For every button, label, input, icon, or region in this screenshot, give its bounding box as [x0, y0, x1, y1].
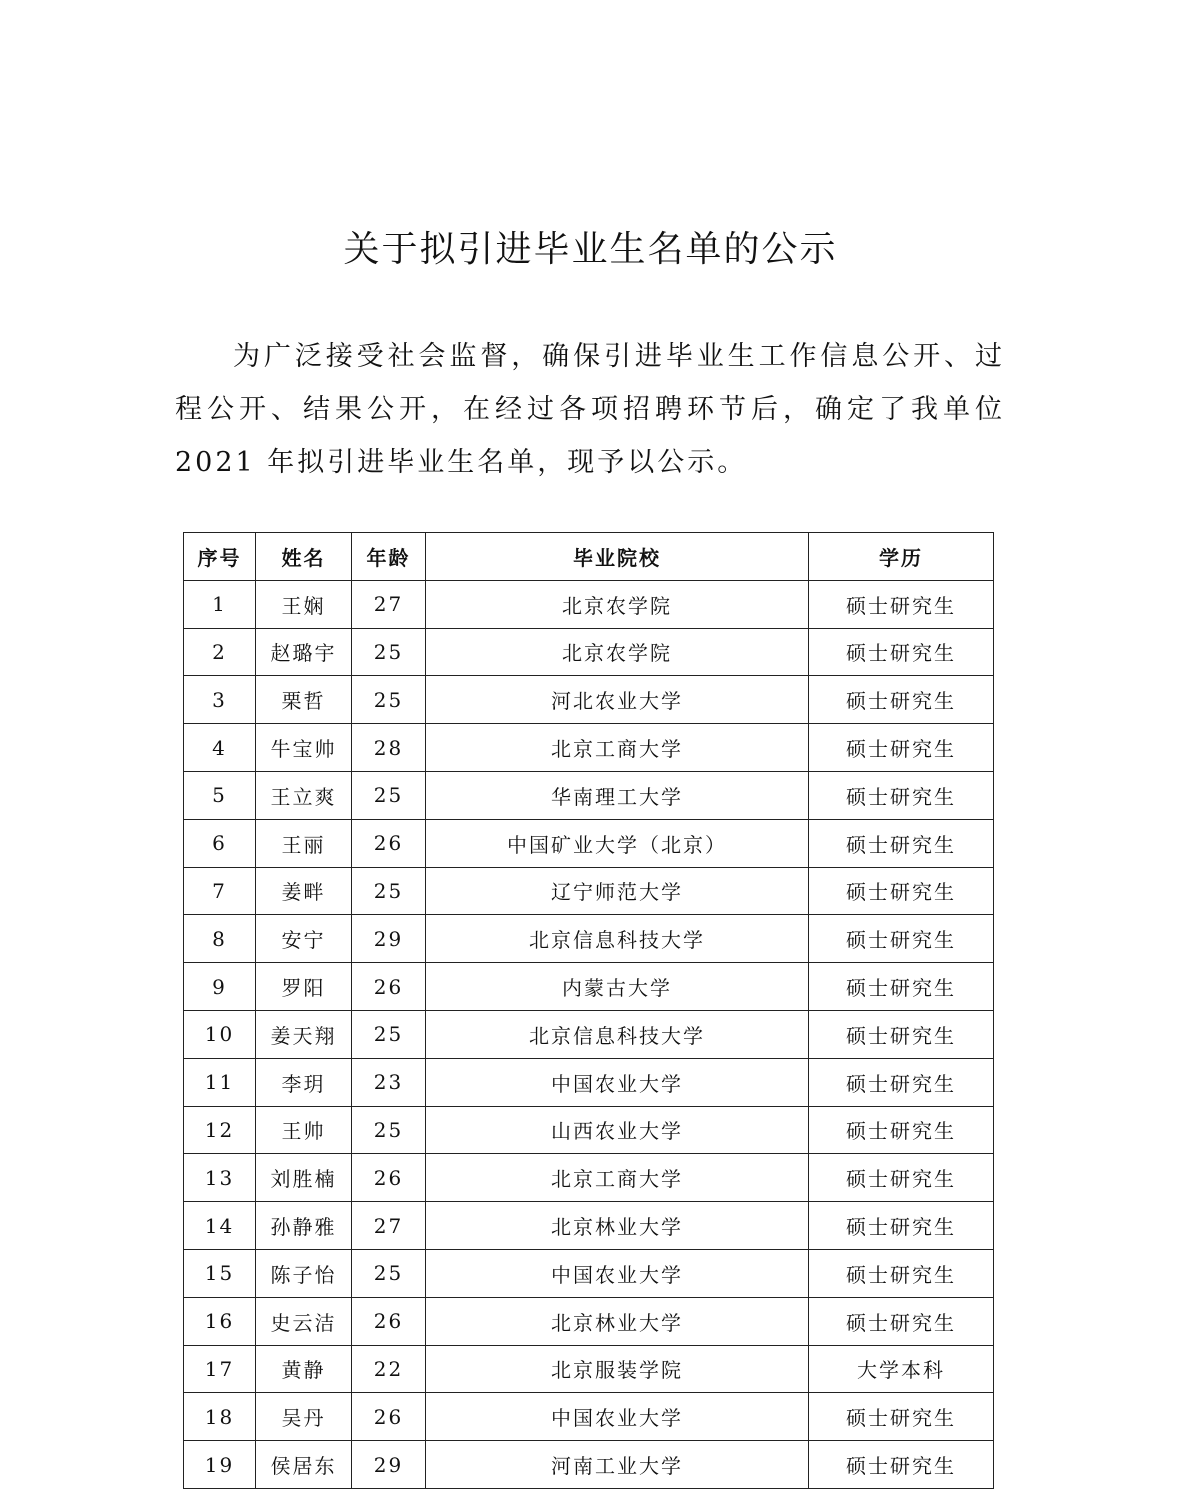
table-row	[184, 1297, 994, 1345]
school-cell: 河北农业大学	[426, 676, 809, 724]
degree-cell: 硕士研究生	[809, 1441, 994, 1489]
serial-cell: 9	[184, 963, 256, 1011]
name-cell: 侯居东	[256, 1441, 352, 1489]
school-cell: 北京农学院	[426, 628, 809, 676]
degree-cell: 硕士研究生	[809, 1297, 994, 1345]
age-cell: 26	[352, 963, 426, 1011]
name-cell: 王娴	[256, 580, 352, 628]
school-cell: 北京林业大学	[426, 1297, 809, 1345]
school-cell: 北京信息科技大学	[426, 1010, 809, 1058]
school-cell: 北京信息科技大学	[426, 915, 809, 963]
school-cell: 北京工商大学	[426, 724, 809, 772]
school-cell: 河南工业大学	[426, 1441, 809, 1489]
degree-cell: 硕士研究生	[809, 580, 994, 628]
table-row	[184, 915, 994, 963]
serial-cell: 6	[184, 819, 256, 867]
serial-cell: 10	[184, 1010, 256, 1058]
school-cell: 中国农业大学	[426, 1393, 809, 1441]
age-cell: 25	[352, 1106, 426, 1154]
school-cell: 内蒙古大学	[426, 963, 809, 1011]
serial-cell: 13	[184, 1154, 256, 1202]
table-row	[184, 819, 994, 867]
table-header-row	[184, 533, 994, 581]
serial-cell: 1	[184, 580, 256, 628]
table-row	[184, 1345, 994, 1393]
degree-cell: 硕士研究生	[809, 676, 994, 724]
serial-cell: 19	[184, 1441, 256, 1489]
header-serial: 序号	[184, 533, 256, 581]
table-row	[184, 1393, 994, 1441]
name-cell: 牛宝帅	[256, 724, 352, 772]
age-cell: 29	[352, 1441, 426, 1489]
table-row	[184, 580, 994, 628]
table-row	[184, 1058, 994, 1106]
table-row	[184, 963, 994, 1011]
degree-cell: 硕士研究生	[809, 819, 994, 867]
age-cell: 25	[352, 676, 426, 724]
table-row	[184, 1154, 994, 1202]
serial-cell: 2	[184, 628, 256, 676]
name-cell: 孙静雅	[256, 1202, 352, 1250]
name-cell: 栗哲	[256, 676, 352, 724]
serial-cell: 12	[184, 1106, 256, 1154]
age-cell: 25	[352, 628, 426, 676]
degree-cell: 硕士研究生	[809, 1058, 994, 1106]
table-body	[184, 580, 994, 1488]
serial-cell: 8	[184, 915, 256, 963]
name-cell: 安宁	[256, 915, 352, 963]
school-cell: 北京林业大学	[426, 1202, 809, 1250]
age-cell: 26	[352, 1154, 426, 1202]
serial-cell: 18	[184, 1393, 256, 1441]
name-cell: 史云洁	[256, 1297, 352, 1345]
degree-cell: 硕士研究生	[809, 1202, 994, 1250]
school-cell: 中国农业大学	[426, 1058, 809, 1106]
header-age: 年龄	[352, 533, 426, 581]
degree-cell: 硕士研究生	[809, 1010, 994, 1058]
age-cell: 26	[352, 1297, 426, 1345]
degree-cell: 硕士研究生	[809, 628, 994, 676]
age-cell: 27	[352, 1202, 426, 1250]
table-row	[184, 1441, 994, 1489]
school-cell: 北京农学院	[426, 580, 809, 628]
school-cell: 中国矿业大学（北京）	[426, 819, 809, 867]
serial-cell: 11	[184, 1058, 256, 1106]
graduate-table	[183, 532, 994, 1489]
serial-cell: 17	[184, 1345, 256, 1393]
header-name: 姓名	[256, 533, 352, 581]
name-cell: 王帅	[256, 1106, 352, 1154]
degree-cell: 硕士研究生	[809, 1249, 994, 1297]
degree-cell: 硕士研究生	[809, 724, 994, 772]
header-degree: 学历	[809, 533, 994, 581]
degree-cell: 硕士研究生	[809, 915, 994, 963]
age-cell: 27	[352, 580, 426, 628]
serial-cell: 15	[184, 1249, 256, 1297]
school-cell: 北京工商大学	[426, 1154, 809, 1202]
serial-cell: 4	[184, 724, 256, 772]
table-row	[184, 724, 994, 772]
age-cell: 25	[352, 771, 426, 819]
serial-cell: 3	[184, 676, 256, 724]
table-row	[184, 1010, 994, 1058]
age-cell: 28	[352, 724, 426, 772]
school-cell: 辽宁师范大学	[426, 867, 809, 915]
table-row	[184, 1106, 994, 1154]
table-row	[184, 628, 994, 676]
name-cell: 黄静	[256, 1345, 352, 1393]
name-cell: 吴丹	[256, 1393, 352, 1441]
name-cell: 王丽	[256, 819, 352, 867]
table-row	[184, 867, 994, 915]
header-school: 毕业院校	[426, 533, 809, 581]
age-cell: 25	[352, 1249, 426, 1297]
degree-cell: 硕士研究生	[809, 1154, 994, 1202]
table-row	[184, 771, 994, 819]
degree-cell: 大学本科	[809, 1345, 994, 1393]
intro-paragraph: 为广泛接受社会监督，确保引进毕业生工作信息公开、过程公开、结果公开，在经过各项招聘环节后，确定了我单位 2021 年拟引进毕业生名单，现予以公示。	[175, 341, 1005, 478]
age-cell: 25	[352, 1010, 426, 1058]
serial-cell: 14	[184, 1202, 256, 1250]
degree-cell: 硕士研究生	[809, 867, 994, 915]
school-cell: 中国农业大学	[426, 1249, 809, 1297]
name-cell: 王立爽	[256, 771, 352, 819]
name-cell: 赵璐宇	[256, 628, 352, 676]
serial-cell: 5	[184, 771, 256, 819]
degree-cell: 硕士研究生	[809, 963, 994, 1011]
degree-cell: 硕士研究生	[809, 771, 994, 819]
degree-cell: 硕士研究生	[809, 1393, 994, 1441]
name-cell: 罗阳	[256, 963, 352, 1011]
serial-cell: 16	[184, 1297, 256, 1345]
name-cell: 姜天翔	[256, 1010, 352, 1058]
page-title: 关于拟引进毕业生名单的公示	[343, 229, 838, 270]
name-cell: 李玥	[256, 1058, 352, 1106]
serial-cell: 7	[184, 867, 256, 915]
age-cell: 23	[352, 1058, 426, 1106]
age-cell: 26	[352, 819, 426, 867]
school-cell: 华南理工大学	[426, 771, 809, 819]
name-cell: 刘胜楠	[256, 1154, 352, 1202]
school-cell: 北京服装学院	[426, 1345, 809, 1393]
table-row	[184, 1202, 994, 1250]
age-cell: 22	[352, 1345, 426, 1393]
table-row	[184, 676, 994, 724]
name-cell: 姜畔	[256, 867, 352, 915]
age-cell: 26	[352, 1393, 426, 1441]
name-cell: 陈子怡	[256, 1249, 352, 1297]
school-cell: 山西农业大学	[426, 1106, 809, 1154]
age-cell: 25	[352, 867, 426, 915]
age-cell: 29	[352, 915, 426, 963]
table-row	[184, 1249, 994, 1297]
degree-cell: 硕士研究生	[809, 1106, 994, 1154]
